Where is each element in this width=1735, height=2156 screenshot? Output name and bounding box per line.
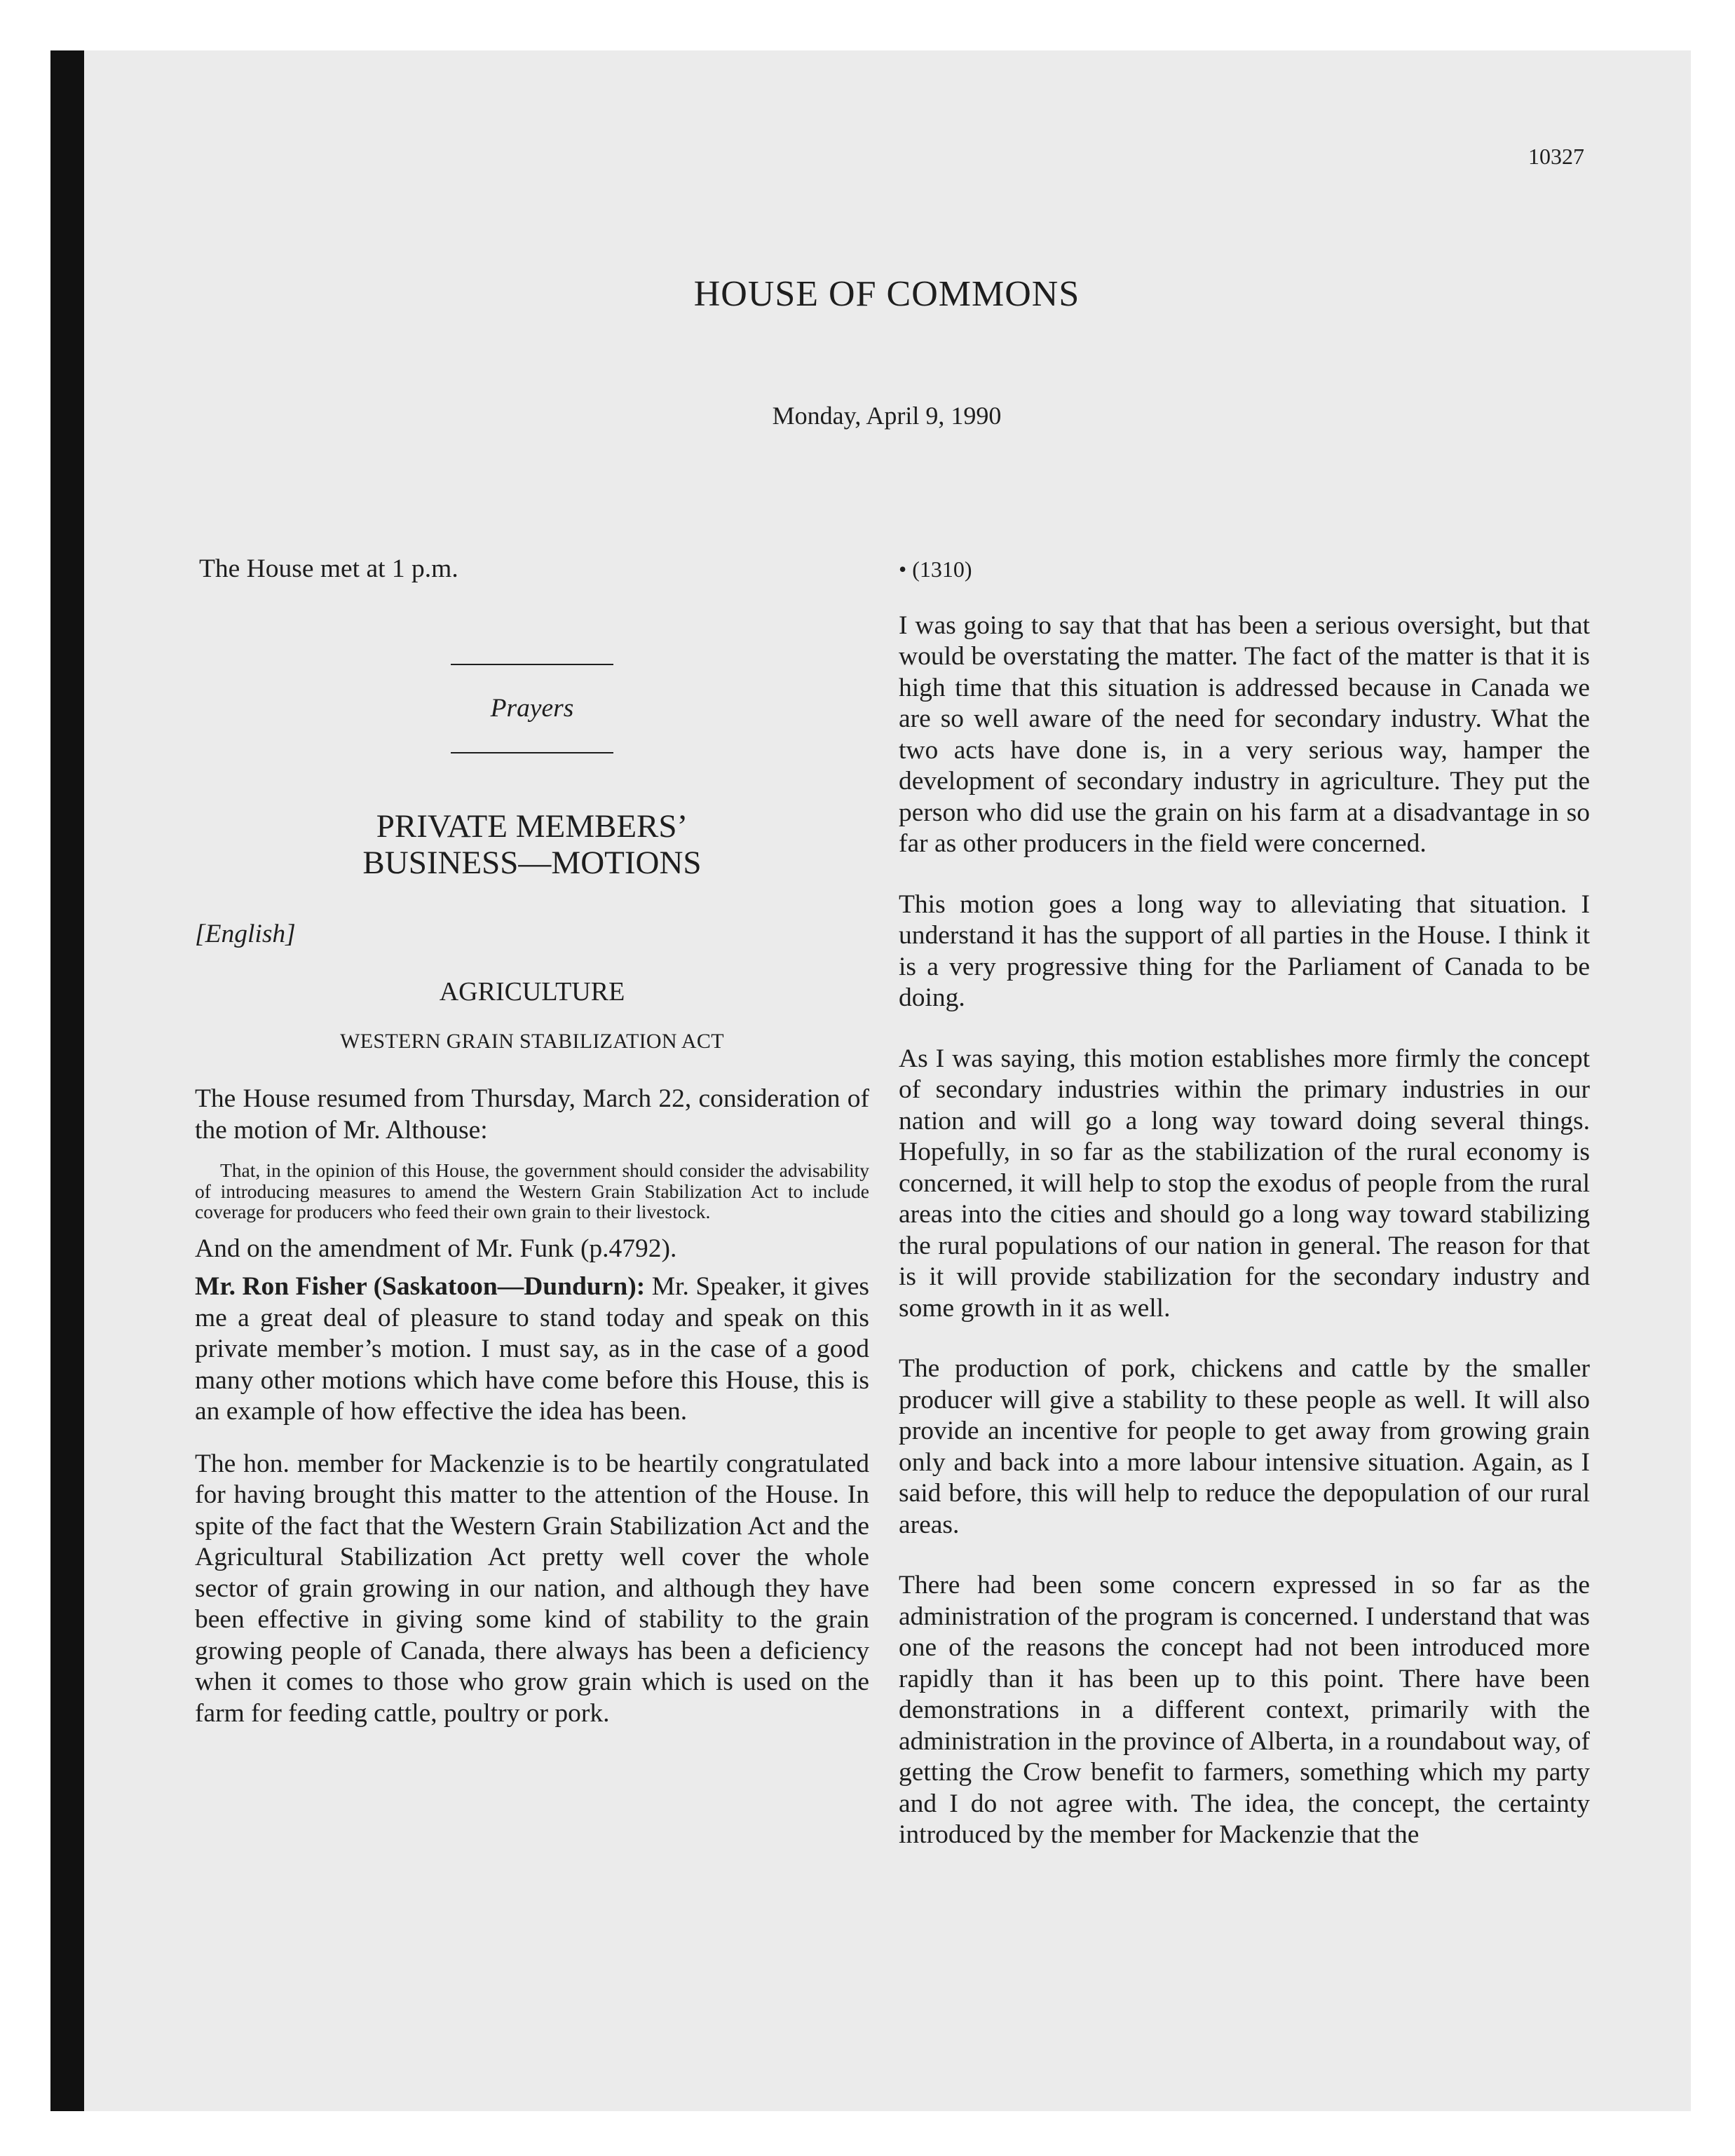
speech-paragraph: The hon. member for Mackenzie is to be heartily congratulated for having brought this matter to the attention of the House. In spite of the fact that the Western Grain Stabilization Act and the Agricultural Stabilization Act pretty well cover the whole sector of grain growing in our nation, and although they have been effective in giving some kind of stability to the grain growing people of Canada, there always has been a deficiency when it comes to those who grow grain which is used on the farm for feeding cattle, poultry or pork.: [195, 1449, 869, 1728]
sitting-date: Monday, April 9, 1990: [772, 402, 1002, 430]
left-column: [195, 554, 869, 1729]
prayers-heading: Prayers: [490, 693, 574, 723]
page-title: HOUSE OF COMMONS: [693, 274, 1080, 314]
subject-heading: AGRICULTURE: [439, 977, 625, 1007]
speech-paragraph: This motion goes a long way to alleviating that situation. I understand it has the support of all parties in the House. I think it is a very progressive thing for the Parliament of Canada to be doing.: [899, 889, 1590, 1012]
act-title: WESTERN GRAIN STABILIZATION ACT: [340, 1029, 724, 1053]
speaker-name: Mr. Ron Fisher (Saskatoon—Dundurn):: [195, 1272, 646, 1301]
resumed-paragraph: The House resumed from Thursday, March 22, consideration of the motion of Mr. Althouse:: [195, 1084, 869, 1145]
speech-paragraph: As I was saying, this motion establishes more firmly the concept of secondary industries within the primary industries in our nation and will go a long way toward doing several things. Hopefully, in so far as the stabilization of the rural economy is concerned, it will help to stop the exodus of people from the rural areas into the cities and should go a long way toward stabilizing the rural populations of our nation in general. The reason for that is it will provide stabilization for the secondary industry and some growth in it as well.: [899, 1044, 1590, 1323]
speech-paragraph: [195, 1271, 869, 1428]
speech-paragraph: I was going to say that that has been a serious oversight, but that would be overstating the matter. The fact of the matter is that it is high time that this situation is addressed because in Canada we are so well aware of the need for secondary industry. What the two acts have done is, in a very serious way, hamper the development of secondary industry in agriculture. They put the person who did use the grain on his farm at a disadvantage in so far as other producers in the field were concerned.: [899, 610, 1590, 858]
language-tag: [English]: [195, 920, 296, 948]
section-heading-line: PRIVATE MEMBERS’: [376, 808, 688, 845]
house-met-line: The House met at 1 p.m.: [199, 554, 458, 583]
amendment-line: And on the amendment of Mr. Funk (p.4792).: [195, 1234, 677, 1263]
timestamp: • (1310): [899, 557, 972, 582]
divider: [451, 752, 613, 753]
binding-edge: [50, 50, 84, 2111]
right-column: [899, 554, 1590, 1851]
motion-text: That, in the opinion of this House, the government should consider the advisability of introducing measures to amend the Western Grain Stabilization Act to include coverage for producers who feed their own grain to their livestock.: [195, 1159, 869, 1222]
speech-paragraph: There had been some concern expressed in so far as the administration of the program is concerned. I understand that was one of the reasons the concept had not been introduced more rapidly than it has been up to this point. There have been demonstrations in a different context, primarily with the administration in the province of Alberta, in a roundabout way, of getting the Crow benefit to farmers, something which my party and I do not agree with. The idea, the concept, the certainty introduced by the member for Mackenzie that the: [899, 1571, 1590, 1849]
divider: [451, 664, 613, 665]
page-number: 10327: [1528, 144, 1584, 169]
speech-paragraph: The production of pork, chickens and cattle by the smaller producer will give a stability to these people as well. It will also provide an incentive for people to get away from growing grain only and back into a more labour intensive situation. Again, as I said before, this will help to reduce the depopulation of our rural areas.: [899, 1354, 1590, 1539]
section-heading: [195, 808, 869, 881]
section-heading-line: BUSINESS—MOTIONS: [362, 845, 702, 881]
speech-text: Mr. Speaker, it gives me a great deal of pleasure to stand today and speak on this private member’s motion. I must say, as in the case of a good many other motions which have come before this House, this is an example of how effective the idea has been.: [195, 1272, 869, 1426]
